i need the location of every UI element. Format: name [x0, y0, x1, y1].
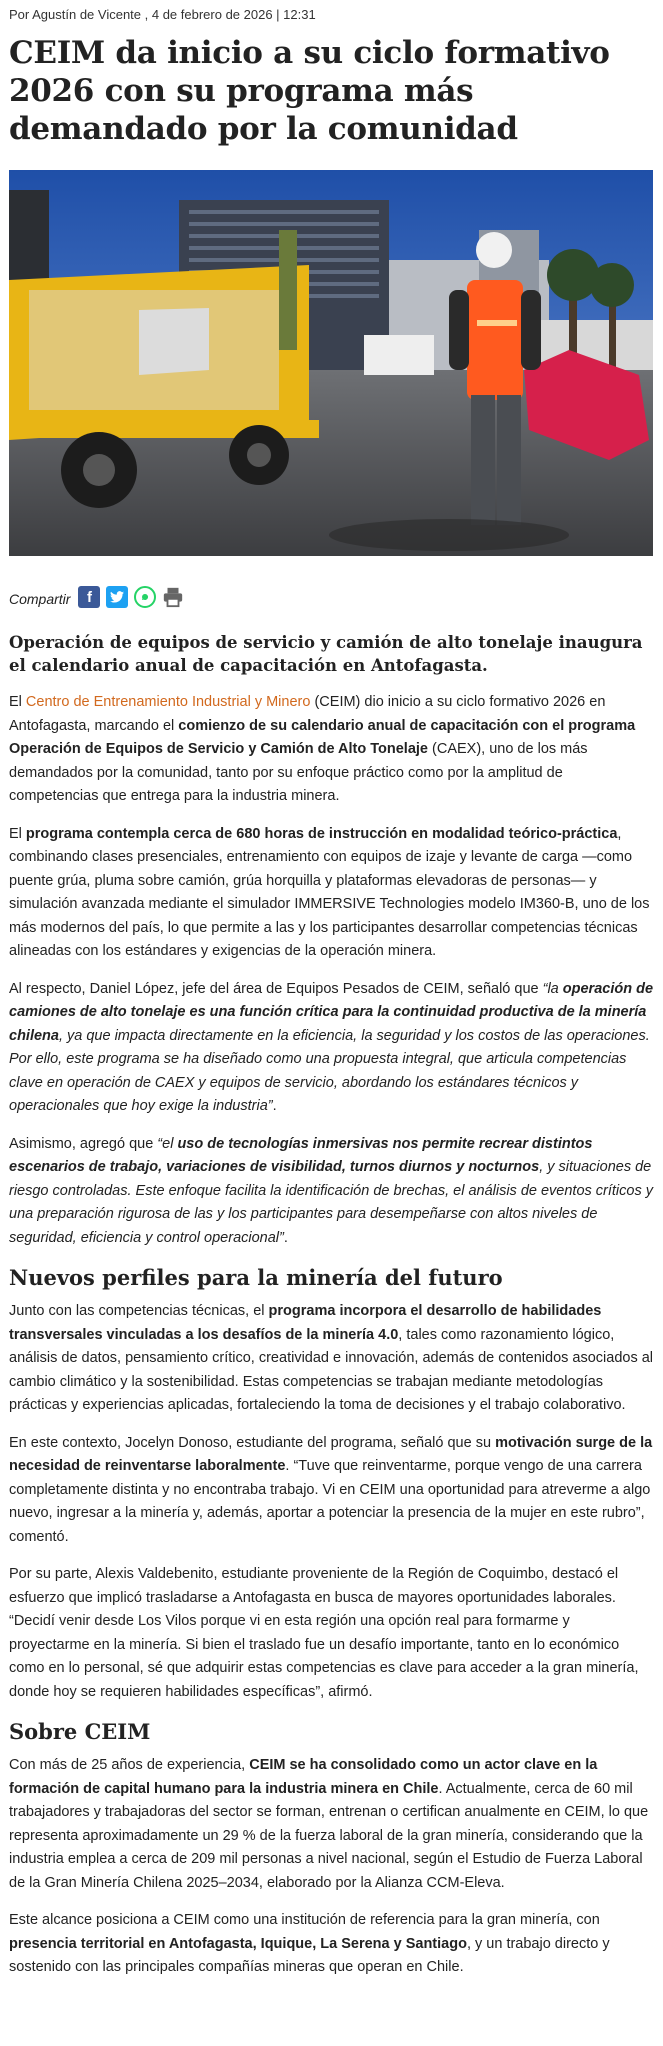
section-heading-nuevos-perfiles: Nuevos perfiles para la minería del futuro — [9, 1265, 503, 1290]
section-heading-sobre-ceim: Sobre CEIM — [9, 1719, 151, 1744]
paragraph-2: El programa contempla cerca de 680 horas de instrucción en modalidad teórico-práctica, combinando clases presenciales, entrenamiento con equipos de izaje y levante de carga —como puente grúa, pluma sobre camión, grúa horquilla y plataformas elevadoras de personas— y simulación avanzada mediante el simulador IMMERSIVE Technologies modelo IM360-B, uno de los más modernos del país, lo que permite a las y los participantes desarrollar competencias técnicas alineadas con los estándares y exigencias de la operación minera. — [9, 825, 650, 959]
print-icon[interactable] — [162, 586, 184, 608]
article-lead: Operación de equipos de servicio y camión de alto tonelaje inaugura el calendario anual de capacitación en Antofagasta. — [9, 633, 643, 675]
paragraph-1: El Centro de Entrenamiento Industrial y Minero (CEIM) dio inicio a su ciclo formativo 2026 en Antofagasta, marcando el comienzo de su calendario anual de capacitación con el programa Operación de Equipos de Servicio y Camión de Alto Tonelaje (CAEX), uno de los más demandados por la comunidad, tanto por su enfoque práctico como por la amplitud de competencias que entrega para la industria minera. — [9, 694, 636, 804]
paragraph-4: Asimismo, agregó que “el uso de tecnologías inmersivas nos permite recrear distintos escenarios de trabajo, variaciones de visibilidad, turnos diurnos y nocturnos, y situaciones de riesgo controladas. Este enfoque facilita la identificación de brechas, el análisis de eventos críticos y una preparación rigurosa de las y los participantes para desempeñarse con altos niveles de seguridad, eficiencia y control operacional”. — [9, 1135, 653, 1246]
article-title: CEIM da inicio a su ciclo formativo 2026 con su programa más demandado por la comunidad — [9, 35, 610, 147]
paragraph-3: Al respecto, Daniel López, jefe del área de Equipos Pesados de CEIM, señaló que “la operación de camiones de alto tonelaje es una función crítica para la continuidad productiva de la minería chilena, ya que impacta directamente en la eficiencia, la seguridad y los costos de las operaciones. Por ello, este programa se ha diseñado como una propuesta integral, que articula competencias clave en operación de CAEX y equipos de servicio, abordando los estándares técnicos y operacionales que hoy exige la industria”. — [9, 980, 654, 1114]
ceim-link[interactable]: Centro de Entrenamiento Industrial y Minero — [25, 694, 311, 710]
share-bar — [9, 584, 654, 610]
paragraph-7: Por su parte, Alexis Valdebenito, estudiante proveniente de la Región de Coquimbo, destacó el esfuerzo que implicó trasladarse a Antofagasta en busca de mayores oportunidades laborales. “Decidí venir desde Los Vilos porque vi en esta región una opción real para formarme y proyectarme en la minería. Si bien el traslado fue un desafío importante, tanto en lo económico como en lo personal, sé que adquirir estas competencias es clave para acceder a la gran minería, donde hoy se requieren habilidades específicas”, afirmó. — [9, 1566, 639, 1700]
article — [0, 6, 663, 1980]
paragraph-8: Con más de 25 años de experiencia, CEIM se ha consolidado como un actor clave en la formación de capital humano para la industria minera en Chile. Actualmente, cerca de 60 mil trabajadores y trabajadoras del sector se forman, entrenan o certifican anualmente en CEIM, lo que representa aproximadamente un 29 % de la fuerza laboral de la gran minería, considerando que la industria emplea a cerca de 209 mil personas a nivel nacional, según el Estudio de Fuerza Laboral de la Gran Minería Chilena 2025–2034, elaborado por la Alianza CCM-Eleva. — [9, 1757, 649, 1891]
share-label: Compartir — [9, 591, 71, 607]
twitter-icon[interactable] — [106, 586, 128, 608]
paragraph-6: En este contexto, Jocelyn Donoso, estudiante del programa, señaló que su motivación surge de la necesidad de reinventarse laboralmente. “Tuve que reinventarme, porque vengo de una carrera completamente distinta y no encontraba trabajo. Vi en CEIM una oportunidad para atreverme a algo nuevo, ingresar a la minería y, además, aportar a potenciar la presencia de la mujer en este rubro”, comentó. — [9, 1434, 653, 1545]
byline: Por Agustín de Vicente , 4 de febrero de 2026 | 12:31 — [9, 7, 316, 22]
whatsapp-icon[interactable] — [134, 586, 156, 608]
paragraph-9: Este alcance posiciona a CEIM como una institución de referencia para la gran minería, con presencia territorial en Antofagasta, Iquique, La Serena y Santiago, y un trabajo directo y sostenido con las principales compañías mineras que operan en Chile. — [9, 1912, 610, 1975]
paragraph-5: Junto con las competencias técnicas, el programa incorpora el desarrollo de habilidades transversales vinculadas a los desafíos de la minería 4.0, tales como razonamiento lógico, análisis de datos, pensamiento crítico, creatividad e innovación, además de contenidos asociados al cambio climático y la sostenibilidad. Estas competencias se trabajan mediante metodologías prácticas y experiencias aplicadas, fortaleciendo la toma de decisiones y el trabajo colaborativo. — [9, 1303, 654, 1413]
article-photo — [9, 170, 653, 556]
facebook-icon[interactable]: f — [78, 586, 100, 608]
